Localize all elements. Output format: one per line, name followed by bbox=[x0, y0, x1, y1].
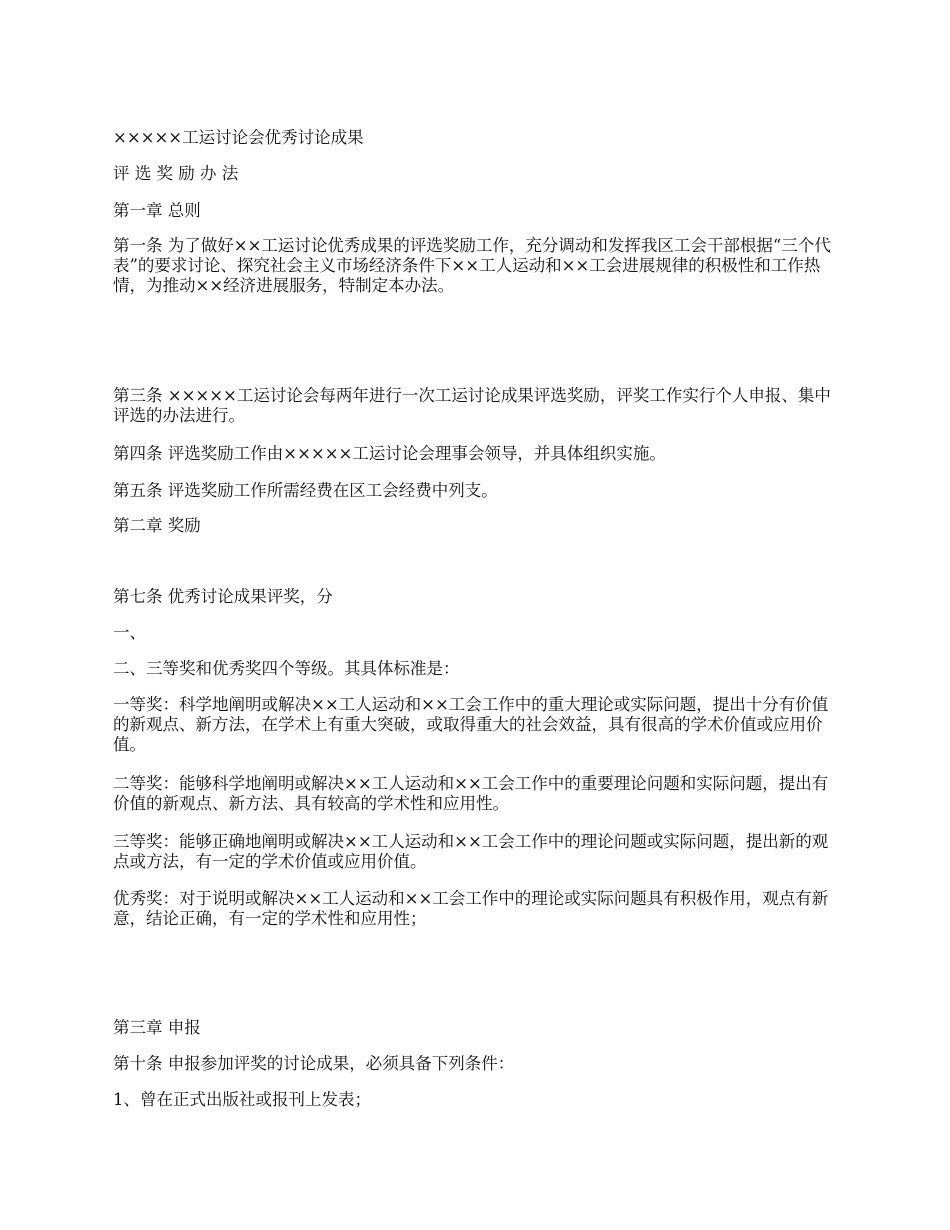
chapter-heading-3: 第三章 申报 bbox=[113, 1018, 201, 1037]
third-prize-paragraph: 三等奖：能够正确地阐明或解决××工人运动和××工会工作中的理论问题或实际问题，提出新的观点或方法，有一定的学术价值或应用价值。 bbox=[113, 832, 829, 871]
article-5-paragraph: 第五条 评选奖励工作所需经费在区工会经费中列支。 bbox=[113, 481, 498, 500]
document-title: ×××××工运讨论会优秀讨论成果 bbox=[113, 128, 364, 147]
second-prize-paragraph: 二等奖：能够科学地阐明或解决××工人运动和××工会工作中的重要理论问题和实际问题，提出有价值的新观点、新方法、具有较高的学术性和应用性。 bbox=[113, 774, 829, 813]
excellence-prize-paragraph: 优秀奖：对于说明或解决××工人运动和××工会工作中的理论或实际问题具有积极作用，观点有新意，结论正确，有一定的学术性和应用性； bbox=[113, 889, 829, 928]
article-10-paragraph: 第十条 申报参加评奖的讨论成果，必须具备下列条件： bbox=[113, 1054, 515, 1073]
article-4-paragraph: 第四条 评选奖励工作由×××××工运讨论会理事会领导，并具体组织实施。 bbox=[113, 444, 666, 463]
article-7-paragraph: 第七条 优秀讨论成果评奖，分 bbox=[113, 587, 333, 606]
condition-1-item: 1、曾在正式出版社或报刊上发表； bbox=[113, 1090, 371, 1109]
list-item-one: 一、 bbox=[113, 623, 146, 642]
article-1-paragraph: 第一条 为了做好××工运讨论优秀成果的评选奖励工作，充分调动和发挥我区工会干部根据“三个代表”的要求讨论、探究社会主义市场经济条件下××工人运动和××工会进展规律的积极性和工作热情，为推动××经济进展服务，特制定本办法。 bbox=[113, 236, 831, 295]
first-prize-paragraph: 一等奖：科学地阐明或解决××工人运动和××工会工作中的重大理论或实际问题，提出十分有价值的新观点、新方法，在学术上有重大突破，或取得重大的社会效益，具有很高的学术价值或应用价值。 bbox=[113, 695, 829, 754]
chapter-heading-1: 第一章 总则 bbox=[113, 201, 201, 220]
list-item-two: 二、三等奖和优秀奖四个等级。其具体标准是： bbox=[113, 659, 460, 678]
chapter-heading-2: 第二章 奖励 bbox=[113, 516, 201, 535]
article-3-paragraph: 第三条 ×××××工运讨论会每两年进行一次工运讨论成果评选奖励，评奖工作实行个人申报、集中评选的办法进行。 bbox=[113, 386, 831, 425]
document-subtitle: 评 选 奖 励 办 法 bbox=[113, 164, 239, 183]
